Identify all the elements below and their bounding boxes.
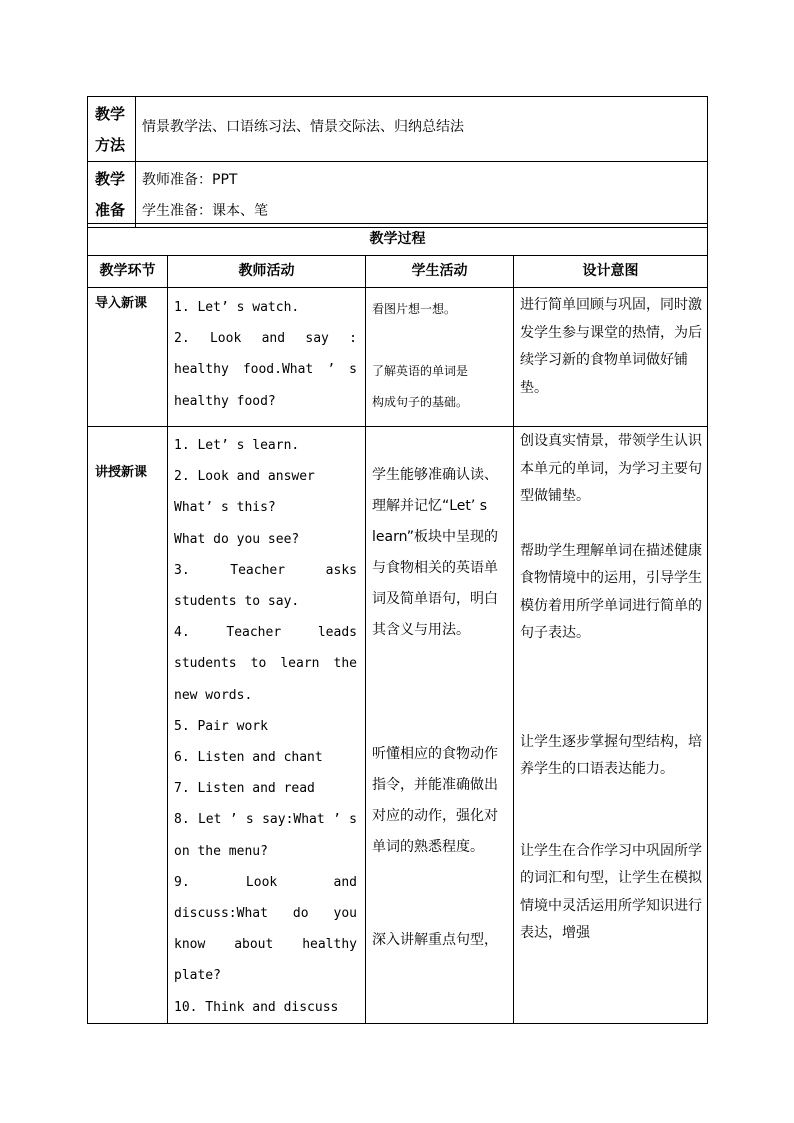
preparation-label bbox=[88, 162, 136, 228]
process-title-row bbox=[88, 224, 708, 256]
teacher-activity-line: 10. Think and discuss bbox=[174, 999, 339, 1015]
student-activity-spacer bbox=[372, 429, 508, 460]
student-activity-line: 看图片想一想。 bbox=[372, 302, 457, 316]
teacher-activity-line: students to learn the bbox=[174, 656, 357, 672]
methods-label-line1: 教学 bbox=[95, 105, 126, 123]
stage-cell: 讲授新课 bbox=[88, 427, 168, 1024]
design-intent-cell: 进行简单回顾与巩固，同时激发学生参与课堂的热情，为后续学习新的食物单词做好铺垫。 bbox=[514, 288, 708, 427]
preparation-value bbox=[136, 162, 708, 228]
design-intent-paragraph: 让学生在合作学习中巩固所学的词汇和句型，让学生在模拟情境中灵活运用所学知识进行表达，增强 bbox=[520, 842, 702, 941]
design-intent-spacer bbox=[520, 784, 702, 838]
column-header-row bbox=[88, 256, 708, 288]
methods-preparation-table bbox=[87, 96, 708, 228]
student-activity-line: 了解英语的单词是 bbox=[372, 364, 469, 378]
teacher-activity-line: new words. bbox=[174, 687, 253, 703]
methods-label bbox=[88, 97, 136, 162]
teacher-activity-line: discuss:What do you bbox=[174, 906, 357, 922]
teaching-process-table bbox=[87, 223, 708, 1024]
col-student: 学生活动 bbox=[366, 256, 514, 288]
process-title: 教学过程 bbox=[88, 224, 708, 256]
student-activity-cell bbox=[366, 288, 514, 427]
design-intent-spacer bbox=[520, 648, 702, 729]
teacher-activity-line: 2. Look and answer bbox=[174, 469, 315, 485]
teacher-activity-cell bbox=[168, 288, 366, 427]
design-intent-spacer bbox=[520, 511, 702, 538]
methods-label-line2: 方法 bbox=[95, 136, 126, 154]
design-intent-paragraph: 让学生逐步掌握句型结构，培养学生的口语表达能力。 bbox=[520, 733, 702, 777]
teacher-activity-line: 9. Look and bbox=[174, 874, 357, 890]
preparation-row bbox=[88, 162, 708, 228]
col-design: 设计意图 bbox=[514, 256, 708, 288]
teacher-activity-line: 8. Let ’ s say:What ’ s bbox=[174, 812, 357, 828]
teacher-activity-line: 1. Let’ s learn. bbox=[174, 438, 300, 453]
student-activity-line: 构成句子的基础。 bbox=[372, 395, 469, 409]
teacher-activity-line: What do you see? bbox=[174, 531, 300, 547]
teacher-activity-line: What’ s this? bbox=[174, 500, 276, 516]
teacher-activity-line: healthy food? bbox=[174, 393, 276, 409]
methods-value: 情景教学法、口语练习法、情景交际法、归纳总结法 bbox=[136, 97, 708, 162]
teacher-activity-line: 6. Listen and chant bbox=[174, 750, 323, 766]
teacher-activity-line: 7. Listen and read bbox=[174, 781, 315, 797]
teacher-activity-line: 2. Look and say : bbox=[174, 331, 357, 347]
student-activity-spacer bbox=[372, 863, 508, 925]
student-activity-spacer bbox=[372, 325, 508, 356]
design-intent-paragraph: 创设真实情景，带领学生认识本单元的单词，为学习主要句型做铺垫。 bbox=[520, 433, 702, 504]
teacher-activity-line: healthy food.What ’ s bbox=[174, 362, 357, 378]
student-activity-paragraph: 深入讲解重点句型， bbox=[372, 932, 498, 948]
col-stage: 教学环节 bbox=[88, 256, 168, 288]
teacher-activity-line: 4. Teacher leads bbox=[174, 625, 357, 641]
student-activity-spacer bbox=[372, 646, 508, 739]
teacher-activity-line: 3. Teacher asks bbox=[174, 562, 357, 578]
student-preparation: 学生准备：课本、笔 bbox=[142, 203, 268, 219]
teacher-activity-line: 5. Pair work bbox=[174, 718, 268, 734]
teacher-activity-line: students to say. bbox=[174, 594, 300, 610]
student-activity-cell bbox=[366, 427, 514, 1024]
teacher-activity-line: 1. Let’ s watch. bbox=[174, 300, 300, 315]
student-activity-paragraph: 听懂相应的食物动作指令，并能准确做出对应的动作，强化对单词的熟悉程度。 bbox=[372, 746, 498, 855]
col-teacher: 教师活动 bbox=[168, 256, 366, 288]
preparation-label-line2: 准备 bbox=[95, 201, 126, 219]
table-row bbox=[88, 427, 708, 1024]
design-intent-cell bbox=[514, 427, 708, 1024]
methods-row bbox=[88, 97, 708, 162]
teacher-preparation: 教师准备：PPT bbox=[142, 172, 238, 188]
design-intent-paragraph: 帮助学生理解单词在描述健康食物情境中的运用，引导学生模仿着用所学单词进行简单的句子表达。 bbox=[520, 542, 702, 641]
teacher-activity-cell bbox=[168, 427, 366, 1024]
preparation-label-line1: 教学 bbox=[95, 170, 126, 188]
teacher-activity-line: know about healthy bbox=[174, 937, 357, 953]
teacher-activity-line: on the menu? bbox=[174, 843, 268, 859]
teacher-activity-line: plate? bbox=[174, 968, 221, 984]
table-row bbox=[88, 288, 708, 427]
student-activity-paragraph: 学生能够准确认读、理解并记忆“Let’ s learn”板块中呈现的与食物相关的英语单词及简单语句，明白其含义与用法。 bbox=[372, 467, 498, 638]
stage-cell: 导入新课 bbox=[88, 288, 168, 427]
